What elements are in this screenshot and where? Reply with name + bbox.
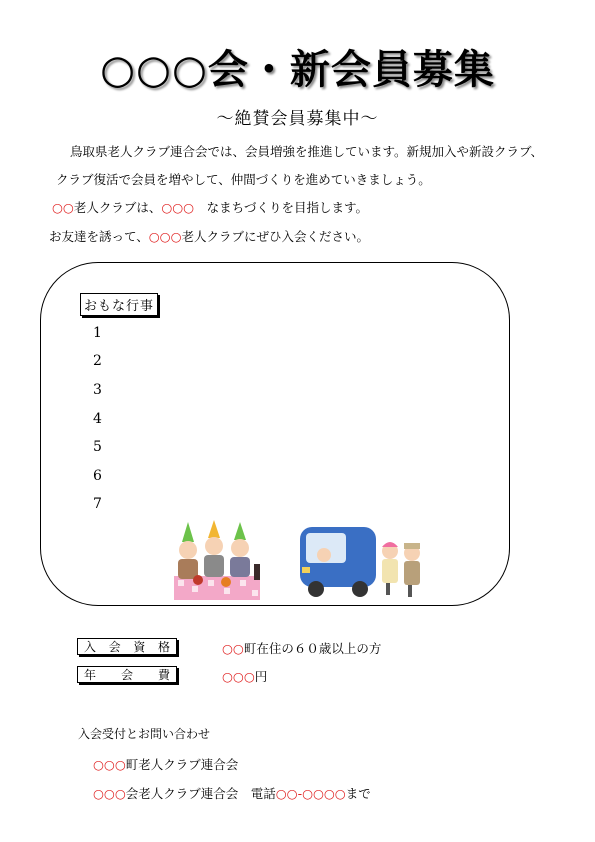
intro-line-3 (52, 198, 368, 216)
qualification-value (222, 639, 381, 657)
fee-text: 円 (254, 669, 268, 684)
label-char: 会 (120, 668, 133, 682)
contact-line-1 (93, 755, 238, 773)
bus-travel-illustration (298, 525, 430, 599)
contact-text: まで (345, 786, 371, 801)
events-heading: おもな行事 (80, 293, 158, 316)
page-title: ○○○会・新会員募集 (100, 47, 495, 93)
intro-line-2: クラブ復活で会員を増やして、仲間づくりを進めていきましょう。 (56, 172, 431, 187)
placeholder-red: ○○ (222, 641, 244, 656)
phone-placeholder: ○○-○○○○ (275, 786, 346, 801)
intro-text: 老人クラブは、 (73, 200, 162, 215)
qualification-text: 町在住の６０歳以上の方 (243, 641, 382, 656)
event-number: 4 (93, 411, 102, 427)
contact-line-2 (93, 784, 371, 802)
event-number: 7 (93, 496, 102, 512)
event-number: 6 (93, 468, 102, 484)
placeholder-red: ○○○ (93, 757, 126, 772)
event-number: 5 (93, 439, 102, 455)
intro-text: お友達を誘って、 (49, 229, 149, 244)
contact-text: 町老人クラブ連合会 (125, 757, 239, 772)
page-subtitle: ～絶賛会員募集中～ (216, 109, 379, 129)
intro-line-1: 鳥取県老人クラブ連合会では、会員増強を推進しています。新規加入や新設クラブ、 (70, 144, 544, 159)
label-char: 費 (157, 668, 170, 682)
label-char: 会 (108, 640, 121, 654)
fee-value (222, 667, 267, 685)
label-char: 入 (84, 640, 97, 654)
intro-text: なまちづくりを目指します。 (194, 200, 368, 215)
intro-text: 老人クラブにぜひ入会ください。 (181, 229, 370, 244)
placeholder-red: ○○○ (93, 786, 126, 801)
label-char: 年 (84, 668, 97, 682)
event-number: 2 (93, 353, 102, 369)
qualification-label (77, 638, 177, 655)
event-number: 1 (93, 325, 102, 341)
event-number: 3 (93, 382, 102, 398)
placeholder-red: ○○○ (148, 229, 182, 244)
party-seniors-illustration (168, 520, 268, 602)
label-char: 格 (157, 640, 170, 654)
label-char: 資 (133, 640, 146, 654)
contact-heading: 入会受付とお問い合わせ (78, 727, 211, 741)
intro-line-4 (49, 227, 369, 245)
fee-label (77, 666, 177, 683)
placeholder-red: ○○ (52, 200, 74, 215)
contact-text: 会老人クラブ連合会 電話 (125, 786, 276, 801)
placeholder-red: ○○○ (161, 200, 195, 215)
placeholder-red: ○○○ (222, 669, 255, 684)
